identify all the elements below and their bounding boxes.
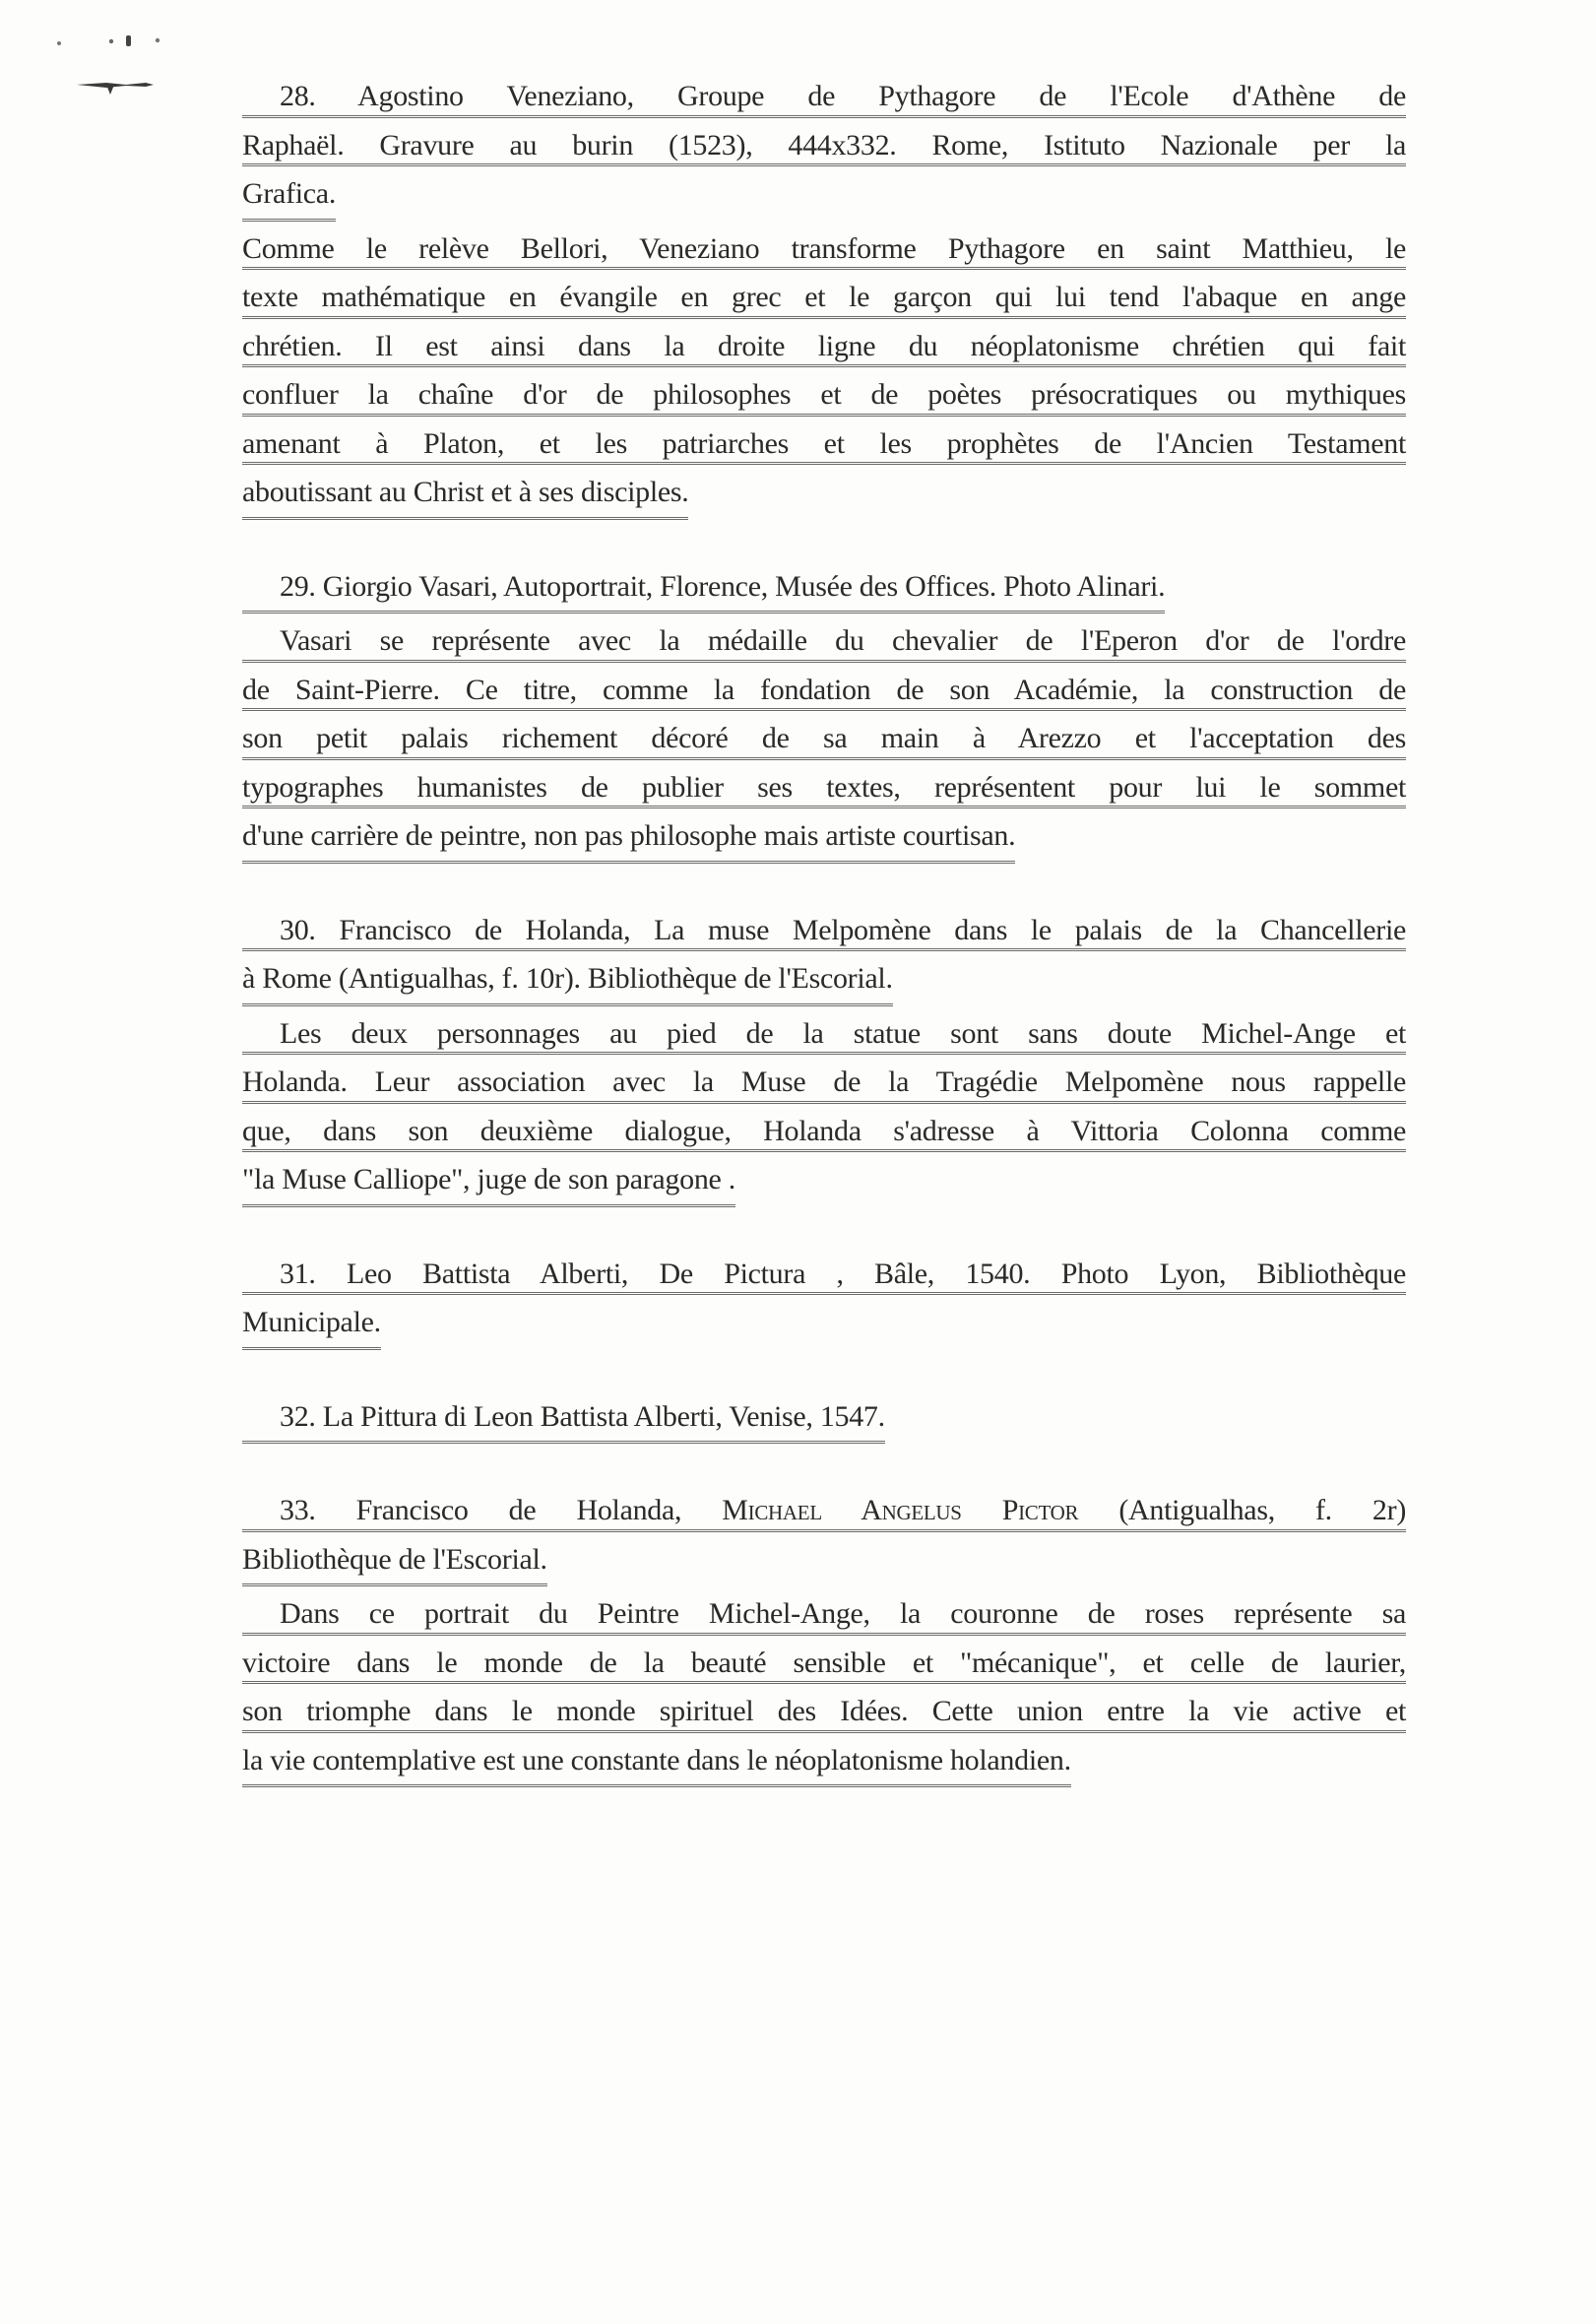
caption-line: Bibliothèque de l'Escorial. (242, 1532, 547, 1587)
caption-line: texte mathématique en évangile en grec et le garçon qui lui tend l'abaque en ange (242, 270, 1406, 319)
caption-line: 28. Agostino Veneziano, Groupe de Pythagore de l'Ecole d'Athène de (242, 69, 1406, 118)
caption-line: chrétien. Il est ainsi dans la droite ligne du néoplatonisme chrétien qui fait (242, 319, 1406, 368)
caption-line: victoire dans le monde de la beauté sensible et "mécanique", et celle de laurier, (242, 1636, 1406, 1685)
margin-dot (109, 39, 113, 43)
caption-text: (Antigualhas, f. 2r) (1078, 1494, 1407, 1526)
caption-line: 31. Leo Battista Alberti, De Pictura , Bâle, 1540. Photo Lyon, Bibliothèque (242, 1247, 1406, 1296)
caption-line: amenant à Platon, et les patriarches et les prophètes de l'Ancien Testament (242, 417, 1406, 466)
caption-entry-31 (242, 1247, 1406, 1350)
caption-entry-29 (242, 559, 1406, 864)
caption-line: à Rome (Antigualhas, f. 10r). Bibliothèque de l'Escorial. (242, 951, 893, 1006)
caption-text: 33. Francisco de Holanda, (280, 1494, 723, 1526)
caption-entry-33 (242, 1483, 1406, 1787)
caption-line: 30. Francisco de Holanda, La muse Melpomène dans le palais de la Chancellerie (242, 903, 1406, 952)
caption-line: son petit palais richement décoré de sa main à Arezzo et l'acceptation des (242, 711, 1406, 760)
margin-mark (126, 35, 131, 46)
caption-line: Dans ce portrait du Peintre Michel-Ange, la couronne de roses représente sa (242, 1586, 1406, 1636)
captions-list (242, 69, 1406, 1827)
caption-line: Vasari se représente avec la médaille du chevalier de l'Eperon d'or de l'ordre (242, 613, 1406, 663)
caption-entry-32 (242, 1389, 1406, 1445)
margin-dash-mark (77, 83, 154, 88)
margin-dash-tick (106, 85, 114, 95)
caption-line: typographes humanistes de publier ses textes, représentent pour lui le sommet (242, 760, 1406, 809)
caption-entry-28 (242, 69, 1406, 520)
margin-dot (156, 38, 160, 42)
caption-line: d'une carrière de peintre, non pas philosophe mais artiste courtisan. (242, 808, 1015, 864)
caption-line: Municipale. (242, 1295, 381, 1350)
caption-line: Grafica. (242, 166, 336, 222)
caption-line: aboutissant au Christ et à ses disciples. (242, 465, 688, 520)
caption-line: confluer la chaîne d'or de philosophes et de poètes présocratiques ou mythiques (242, 367, 1406, 417)
margin-dot (57, 41, 61, 45)
caption-line: de Saint-Pierre. Ce titre, comme la fondation de son Académie, la construction de (242, 663, 1406, 712)
caption-line: la vie contemplative est une constante dans le néoplatonisme holandien. (242, 1733, 1071, 1788)
caption-line: que, dans son deuxième dialogue, Holanda s'adresse à Vittoria Colonna comme (242, 1104, 1406, 1153)
caption-line: 29. Giorgio Vasari, Autoportrait, Florence, Musée des Offices. Photo Alinari. (242, 559, 1165, 614)
caption-line: "la Muse Calliope", juge de son paragone . (242, 1152, 735, 1207)
scan-margin-marks (37, 30, 195, 108)
caption-line: Holanda. Leur association avec la Muse de la Tragédie Melpomène nous rappelle (242, 1055, 1406, 1104)
caption-line: Raphaël. Gravure au burin (1523), 444x332. Rome, Istituto Nazionale per la (242, 118, 1406, 167)
caption-line: son triomphe dans le monde spirituel des Idées. Cette union entre la vie active et (242, 1684, 1406, 1733)
caption-line: Les deux personnages au pied de la statue sont sans doute Michel-Ange et (242, 1006, 1406, 1056)
caption-line (242, 1483, 1406, 1532)
caption-entry-30 (242, 903, 1406, 1207)
caption-line: 32. La Pittura di Leon Battista Alberti, Venise, 1547. (242, 1389, 885, 1445)
caption-line: Comme le relève Bellori, Veneziano transforme Pythagore en saint Matthieu, le (242, 222, 1406, 271)
artwork-title-smallcaps: Michael Angelus Pictor (722, 1494, 1079, 1526)
